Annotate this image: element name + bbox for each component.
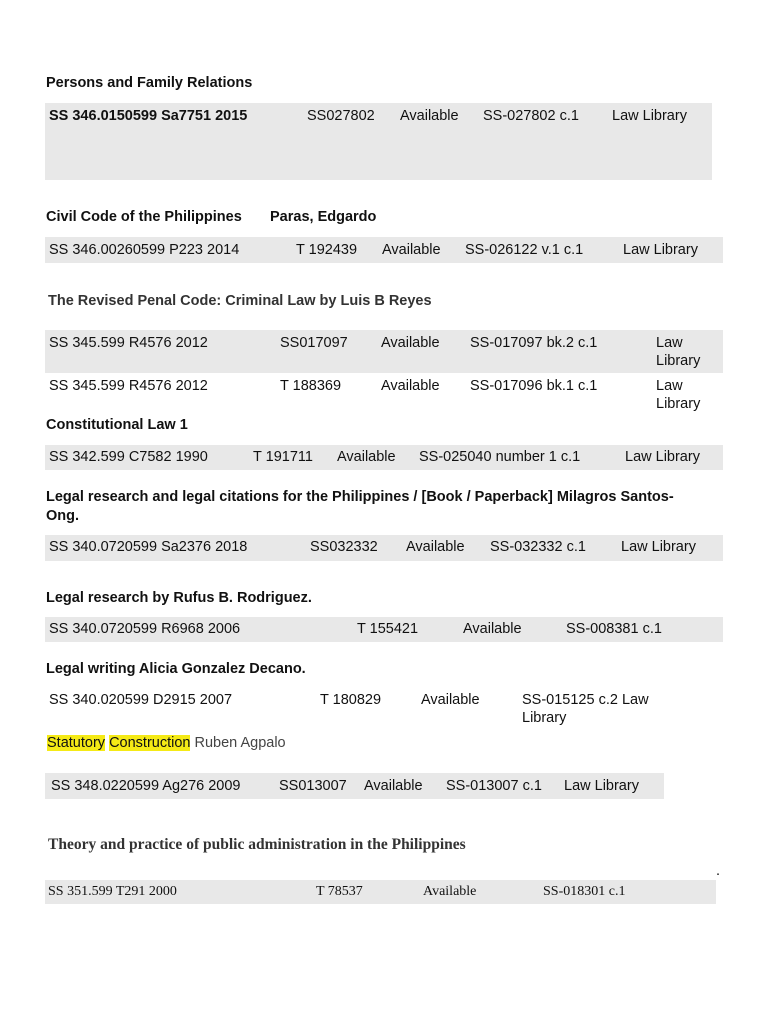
section-title: Legal writing Alicia Gonzalez Decano. bbox=[46, 661, 306, 677]
call-number: SS 340.020599 D2915 2007 bbox=[49, 692, 233, 708]
table-row bbox=[45, 103, 712, 180]
highlighted-word: Construction bbox=[109, 735, 191, 751]
barcode: T 191711 bbox=[253, 449, 313, 465]
section-title: Constitutional Law 1 bbox=[46, 417, 188, 433]
table-row bbox=[45, 688, 723, 732]
location: Library bbox=[656, 353, 701, 369]
highlighted-word: Statutory bbox=[47, 735, 106, 751]
call-number: SS 345.599 R4576 2012 bbox=[49, 378, 208, 394]
table-row bbox=[45, 373, 723, 414]
section-title: Legal research and legal citations for the Philippines / [Book / Paperback] Milagros Santos- bbox=[46, 489, 674, 505]
stray-mark: . bbox=[716, 863, 721, 879]
barcode: T 192439 bbox=[296, 242, 358, 258]
call-number: SS 348.0220599 Ag276 2009 bbox=[51, 778, 241, 794]
status: Available bbox=[337, 449, 396, 465]
status: Available bbox=[364, 778, 423, 794]
status: Available bbox=[381, 335, 440, 351]
section-title: Legal research by Rufus B. Rodriguez. bbox=[46, 590, 312, 606]
table-row bbox=[45, 617, 723, 642]
table-row bbox=[45, 773, 664, 799]
copy-number: SS-013007 c.1 bbox=[446, 778, 542, 794]
call-number: SS 346.0150599 Sa7751 2015 bbox=[49, 108, 248, 124]
section-author: Ruben Agpalo bbox=[194, 735, 286, 751]
table-row bbox=[45, 237, 723, 263]
section-title: Persons and Family Relations bbox=[46, 75, 253, 91]
status: Available bbox=[421, 692, 480, 708]
location: Law bbox=[656, 335, 683, 351]
location: Law bbox=[656, 378, 683, 394]
location: Law Library bbox=[623, 242, 698, 258]
status: Available bbox=[423, 884, 477, 899]
copy-number: SS-027802 c.1 bbox=[483, 108, 579, 124]
barcode: T 155421 bbox=[357, 621, 419, 637]
table-row bbox=[45, 330, 723, 373]
copy-number: SS-008381 c.1 bbox=[566, 621, 662, 637]
status: Available bbox=[400, 108, 459, 124]
section-title: The Revised Penal Code: Criminal Law by Luis B Reyes bbox=[48, 293, 432, 309]
copy-number: SS-017096 bk.1 c.1 bbox=[470, 378, 598, 394]
location: Law Library bbox=[564, 778, 639, 794]
status: Available bbox=[382, 242, 441, 258]
location: Library bbox=[522, 710, 567, 726]
copy-number: SS-025040 number 1 c.1 bbox=[419, 449, 581, 465]
call-number: SS 345.599 R4576 2012 bbox=[49, 335, 208, 351]
copy-number: SS-017097 bk.2 c.1 bbox=[470, 335, 598, 351]
call-number: SS 346.00260599 P223 2014 bbox=[49, 242, 240, 258]
copy-number: SS-018301 c.1 bbox=[543, 884, 626, 899]
barcode: T 188369 bbox=[280, 378, 342, 394]
barcode: T 180829 bbox=[320, 692, 382, 708]
table-row bbox=[45, 880, 716, 904]
barcode: SS027802 bbox=[307, 108, 375, 124]
barcode: SS032332 bbox=[310, 539, 378, 555]
call-number: SS 342.599 C7582 1990 bbox=[49, 449, 208, 465]
location: Library bbox=[656, 396, 701, 412]
call-number: SS 340.0720599 Sa2376 2018 bbox=[49, 539, 248, 555]
section-title: Civil Code of the Philippines bbox=[46, 209, 242, 225]
call-number: SS 340.0720599 R6968 2006 bbox=[49, 621, 241, 637]
barcode: SS017097 bbox=[280, 335, 348, 351]
copy-number: SS-026122 v.1 c.1 bbox=[465, 242, 584, 258]
copy-number: SS-015125 c.2 Law bbox=[522, 692, 649, 708]
section-title: Theory and practice of public administration in the Philippines bbox=[48, 836, 466, 853]
barcode: T 78537 bbox=[316, 884, 363, 899]
status: Available bbox=[406, 539, 465, 555]
status: Available bbox=[381, 378, 440, 394]
section-title-continued: Ong. bbox=[46, 508, 80, 524]
table-row bbox=[45, 445, 723, 470]
location: Law Library bbox=[612, 108, 687, 124]
status: Available bbox=[463, 621, 522, 637]
location: Law Library bbox=[621, 539, 696, 555]
section-title bbox=[47, 734, 286, 752]
copy-number: SS-032332 c.1 bbox=[490, 539, 586, 555]
barcode: SS013007 bbox=[279, 778, 347, 794]
section-author: Paras, Edgardo bbox=[270, 209, 377, 225]
location: Law Library bbox=[625, 449, 700, 465]
table-row bbox=[45, 535, 723, 561]
call-number: SS 351.599 T291 2000 bbox=[48, 884, 177, 899]
